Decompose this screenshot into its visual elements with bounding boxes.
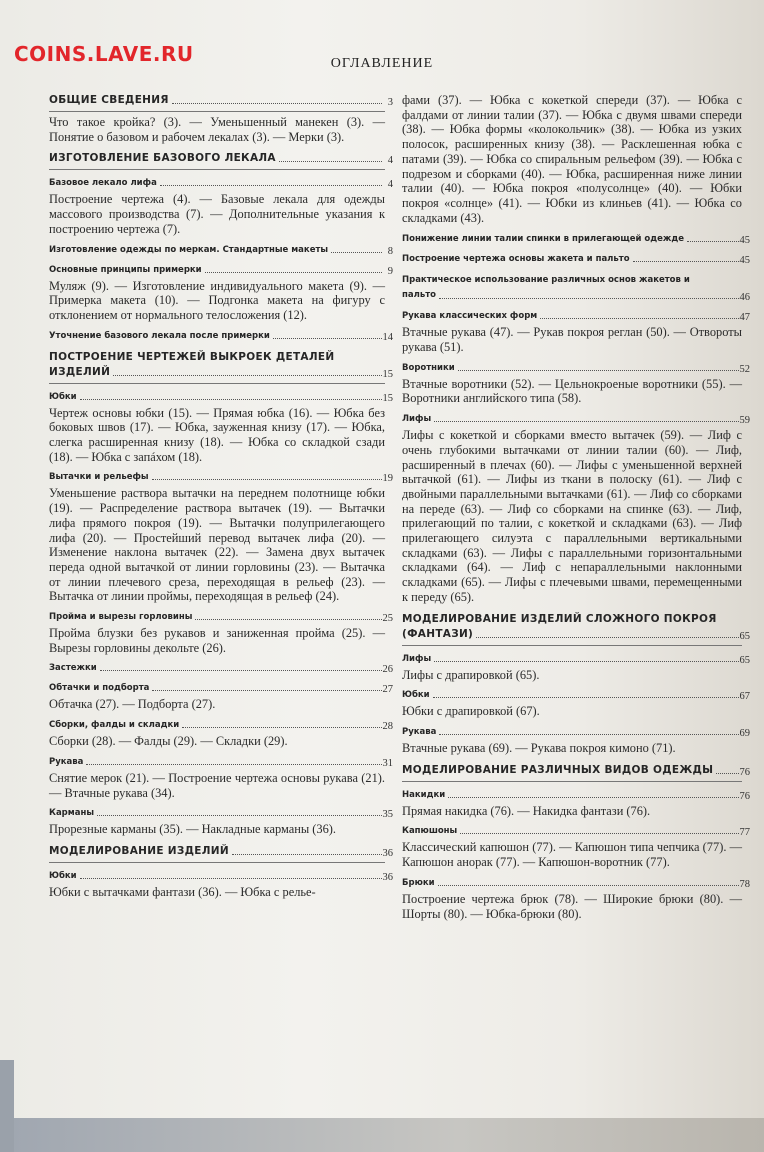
toc-page-number: 45 xyxy=(739,255,750,267)
toc-heading-label: Понижение линии талии спинки в прилегающей одежде xyxy=(402,234,684,245)
toc-heading-label: МОДЕЛИРОВАНИЕ ИЗДЕЛИЙ xyxy=(49,844,229,857)
toc-section xyxy=(49,844,393,863)
toc-right-column xyxy=(402,93,750,928)
toc-page-number: 31 xyxy=(382,757,393,769)
section-rule xyxy=(402,645,742,646)
toc-section xyxy=(49,391,393,465)
leader-dots xyxy=(439,734,739,735)
leader-dots xyxy=(438,885,739,886)
toc-entry-text: Обтачка (27). — Подборта (27). xyxy=(49,697,216,712)
toc-heading-label-2: ИЗДЕЛИЙ xyxy=(49,365,111,378)
toc-page-number: 15 xyxy=(382,368,393,380)
toc-page-number: 76 xyxy=(739,766,750,778)
toc-heading-label-2: пальто xyxy=(402,290,436,301)
section-rule xyxy=(402,781,742,782)
toc-heading-label: Юбки xyxy=(49,870,77,881)
toc-heading-label: Юбки xyxy=(402,690,430,701)
toc-heading-label: Капюшоны xyxy=(402,826,458,837)
toc-page-number: 52 xyxy=(739,363,750,375)
toc-page-number: 69 xyxy=(739,727,750,739)
toc-heading xyxy=(402,612,750,642)
leader-dots xyxy=(540,318,739,319)
toc-page-number: 36 xyxy=(382,847,393,859)
toc-entry-text: Лифы с драпировкой (65). xyxy=(402,667,540,682)
toc-heading xyxy=(402,726,750,739)
toc-section xyxy=(49,756,393,800)
toc-page-number: 14 xyxy=(382,331,393,343)
toc-heading-label: Пройма и вырезы горловины xyxy=(49,612,193,623)
toc-heading-label: Вытачки и рельефы xyxy=(49,472,149,483)
toc-section xyxy=(402,763,750,782)
leader-dots xyxy=(195,619,382,620)
toc-heading xyxy=(402,273,750,304)
toc-heading xyxy=(402,789,750,802)
toc-section xyxy=(49,870,393,900)
toc-page-number: 25 xyxy=(382,613,393,625)
leader-dots xyxy=(97,815,382,816)
toc-heading xyxy=(402,233,750,247)
toc-heading-label-2: (ФАНТАЗИ) xyxy=(402,627,474,640)
toc-section xyxy=(49,330,393,343)
toc-page-number: 28 xyxy=(382,721,393,733)
leader-dots xyxy=(100,670,382,671)
toc-entry-text: Лифы с кокеткой и сборками вместо вытачек (59). — Лиф с очень глубокими вытачками от линии талии (60). — Лиф, расширенный в плечах (60). — Лифы с уменьшенной верхней вытачкой (61). — Лифы из ткани в полоску (61). — Лиф с двойными параллельными вытачками (61). — Лиф со сборками на переде (63). — Лиф со сборками на спинке (63). — Лиф, прилегающий по талии, с кокеткой и складками (63). — Лиф прилегающего силуэта с параллельными вертикальными складками (63). — Лифы с параллельными горизонтальными складками (64). — Лиф с непараллельными наклонными складками (65). — Лифы с плечевыми швами, перемещенными к переду (65). xyxy=(402,428,742,604)
toc-heading xyxy=(49,177,393,191)
toc-page-number: 15 xyxy=(382,392,393,404)
toc-page-number: 19 xyxy=(382,473,393,485)
toc-heading xyxy=(402,877,750,890)
leader-dots xyxy=(458,370,739,371)
toc-heading-label: Основные принципы примерки xyxy=(49,264,202,275)
toc-entry-text: Втачные рукава (47). — Рукав покроя реглан (50). — Отвороты рукава (51). xyxy=(402,325,742,355)
toc-heading xyxy=(49,807,393,821)
toc-heading-label: Юбки xyxy=(49,391,77,402)
toc-page-number: 45 xyxy=(739,235,750,247)
toc-entry-text: Муляж (9). — Изготовление индивидуального макета (9). — Примерка макета (10). — Подгонка макета на фигуру с отклонением от нормального телосложения (12). xyxy=(49,278,385,322)
toc-heading-label: Застежки xyxy=(49,663,97,674)
toc-section xyxy=(49,662,393,676)
toc-page-number: 36 xyxy=(382,871,393,883)
toc-heading xyxy=(49,611,393,625)
toc-section xyxy=(402,825,750,870)
toc-left-column xyxy=(49,93,393,907)
toc-page-number: 26 xyxy=(382,664,393,676)
toc-page-number: 65 xyxy=(739,654,750,666)
toc-heading-label: Уточнение базового лекала после примерки xyxy=(49,330,270,341)
toc-page-number: 3 xyxy=(387,97,393,108)
toc-heading-label: Рукава классических форм xyxy=(402,311,538,322)
toc-heading xyxy=(402,310,750,324)
section-rule xyxy=(49,862,385,863)
toc-entry-text: Втачные воротники (52). — Цельнокроеные воротники (55). — Воротники английского типа (58). xyxy=(402,376,742,406)
toc-heading xyxy=(49,870,393,883)
leader-dots xyxy=(433,697,739,698)
toc-page-number: 4 xyxy=(387,155,393,167)
leader-dots xyxy=(273,338,382,339)
toc-entry-text: Юбки с драпировкой (67). xyxy=(402,704,540,719)
toc-entry-text: Что такое кройка? (3). — Уменьшенный манекен (3). — Понятие о базовом и рабочем лекалах (3). — Мерки (3). xyxy=(49,115,385,144)
toc-entry-text: Классический капюшон (77). — Капюшон типа чепчика (77). — Капюшон анорак (77). — Капюшон-воротник (77). xyxy=(402,840,742,870)
toc-heading-label: Рукава xyxy=(402,726,437,737)
toc-section xyxy=(49,151,393,170)
toc-section xyxy=(402,310,750,355)
toc-page-number: 35 xyxy=(382,809,393,821)
toc-heading xyxy=(49,330,393,343)
toc-entry-text: Пройма блузки без рукавов и заниженная пройма (25). — Вырезы горловины декольте (26). xyxy=(49,626,385,655)
leader-dots xyxy=(434,661,739,662)
toc-entry-text: Юбки с вытачками фантази (36). — Юбка с релье- xyxy=(49,884,316,899)
toc-heading-label: ОБЩИЕ СВЕДЕНИЯ xyxy=(49,94,169,106)
toc-heading xyxy=(49,93,393,108)
toc-page-number: 27 xyxy=(382,684,393,696)
toc-heading xyxy=(402,763,750,778)
toc-section xyxy=(402,612,750,646)
toc-heading-tail xyxy=(402,627,742,642)
toc-heading xyxy=(402,825,750,839)
toc-heading xyxy=(49,682,393,696)
toc-heading xyxy=(49,719,393,733)
toc-page-number: 4 xyxy=(387,179,393,191)
leader-dots xyxy=(113,375,382,376)
toc-page-number: 59 xyxy=(739,415,750,427)
toc-section xyxy=(402,726,750,756)
toc-heading xyxy=(402,413,750,427)
toc-section xyxy=(49,471,393,604)
toc-heading xyxy=(49,844,393,859)
toc-page-number: 67 xyxy=(739,691,750,703)
toc-section xyxy=(402,413,750,604)
toc-section xyxy=(402,362,750,406)
toc-entry-text: Снятие мерок (21). — Построение чертежа основы рукава (21). — Втачные рукава (34). xyxy=(49,770,385,800)
toc-section xyxy=(49,807,393,837)
leader-dots xyxy=(205,272,382,273)
toc-heading xyxy=(402,653,750,666)
leader-dots xyxy=(160,185,382,186)
toc-entry-text: Втачные рукава (69). — Рукава покроя кимоно (71). xyxy=(402,740,676,755)
toc-page-number: 77 xyxy=(739,827,750,839)
toc-heading xyxy=(49,756,393,769)
toc-section xyxy=(49,611,393,655)
toc-heading-label: Изготовление одежды по меркам. Стандартные макеты xyxy=(49,244,329,255)
section-rule xyxy=(49,169,385,170)
toc-heading-label: Базовое лекало лифа xyxy=(49,178,157,189)
page-title: ОГЛАВЛЕНИЕ xyxy=(330,56,434,71)
leader-dots xyxy=(182,727,382,728)
leader-dots xyxy=(439,298,739,299)
toc-section xyxy=(402,273,750,304)
leader-dots xyxy=(460,833,739,834)
toc-heading-label: Карманы xyxy=(49,808,95,819)
leader-dots xyxy=(86,764,382,765)
toc-heading-label: Построение чертежа основы жакета и пальто xyxy=(402,254,630,265)
toc-heading xyxy=(49,264,393,277)
leader-dots xyxy=(448,797,739,798)
toc-entry-text: Прямая накидка (76). — Накидка фантази (76). xyxy=(402,803,651,818)
toc-heading-label: МОДЕЛИРОВАНИЕ ИЗДЕЛИЙ СЛОЖНОГО ПОКРОЯ xyxy=(402,612,717,625)
toc-page-number: 65 xyxy=(739,630,750,642)
section-rule xyxy=(49,383,385,384)
toc-heading xyxy=(49,471,393,485)
toc-page-number: 46 xyxy=(739,292,750,304)
toc-page-number: 8 xyxy=(387,245,393,257)
toc-entry-text: Сборки (28). — Фалды (29). — Складки (29). xyxy=(49,734,288,749)
toc-section xyxy=(402,233,750,247)
scan-edge-bottom xyxy=(0,1118,764,1152)
toc-section xyxy=(402,877,750,921)
toc-heading-label: Брюки xyxy=(402,877,435,888)
toc-heading-tail xyxy=(49,365,385,380)
toc-heading xyxy=(402,689,750,703)
toc-entry-text: Построение чертежа (4). — Базовые лекала для одежды массового производства (7). — Дополнительные указания к построению чертежа (7). xyxy=(49,192,385,236)
watermark: COINS.LAVE.RU xyxy=(14,42,194,66)
toc-section xyxy=(402,653,750,683)
leader-dots xyxy=(434,421,739,422)
section-rule xyxy=(49,111,385,112)
toc-heading xyxy=(49,662,393,676)
toc-page-number: 47 xyxy=(739,312,750,324)
leader-dots xyxy=(172,103,382,104)
toc-section xyxy=(49,719,393,749)
toc-entry-text: Чертеж основы юбки (15). — Прямая юбка (16). — Юбка без боковых швов (17). — Юбка, зауженная книзу (17). — Юбка, слегка расширенная книзу (18). — Юбка со складкой сзади (18). — Юбка с запáхом (18). xyxy=(49,405,385,464)
leader-dots xyxy=(152,690,382,691)
toc-heading-label: Накидки xyxy=(402,789,446,800)
leader-dots xyxy=(232,854,382,855)
toc-heading xyxy=(49,151,393,167)
toc-page-number: 78 xyxy=(739,878,750,890)
toc-section xyxy=(49,177,393,236)
toc-entry-text: Прорезные карманы (35). — Накладные карманы (36). xyxy=(49,822,337,837)
toc-entry-text-continued: фами (37). — Юбка с кокеткой спереди (37). — Юбка с фалдами от линии талии (37). — Юбка с двумя швами спереди (38). — Юбка формы «колокольчик» (38). — Юбка из узких полосок, расширенных книзу (38). — Расклешенная юбка с патами (39). — Юбка со спиральным рельефом (39). — Юбка с подрезом и сборками (40). — Юбка, расширенная ниже линии талии (40). — Юбка покроя «полусолнце» (40). — Юбки покроя «солнце» (41). — Юбки из клиньев (41). — Юбка со складками (43). xyxy=(402,93,742,225)
toc-heading-tail xyxy=(402,288,742,303)
toc-heading-label: ИЗГОТОВЛЕНИЕ БАЗОВОГО ЛЕКАЛА xyxy=(49,152,276,165)
toc-heading-label: ПОСТРОЕНИЕ ЧЕРТЕЖЕЙ ВЫКРОЕК ДЕТАЛЕЙ xyxy=(49,350,335,363)
toc-heading-label: Практическое использование различных основ жакетов и xyxy=(402,275,690,286)
leader-dots xyxy=(633,261,739,262)
toc-entry-text: Уменьшение раствора вытачки на переднем полотнище юбки (19). — Распределение раствора вытачек (19). — Вытачки лифа прямого покроя (19). — Вытачки полуприлегающего лифа (20). — Простейший перевод вытачек лифа (20). — Изменение наклона вытачек (22). — Замена двух вытачек переда одной вытачкой от линии горловины (23). — Вытачка от линии плечевого среза, переходящая в рельеф (23). — Вытачка от линии проймы, переходящая в рельеф (24). xyxy=(49,486,385,604)
leader-dots xyxy=(152,479,382,480)
toc-heading xyxy=(402,362,750,375)
leader-dots xyxy=(80,399,382,400)
toc-entry-text: Построение чертежа брюк (78). — Широкие брюки (80). — Шорты (80). — Юбка-брюки (80). xyxy=(402,891,742,921)
toc-section xyxy=(402,253,750,267)
toc-section xyxy=(402,689,750,719)
toc-heading-label: Воротники xyxy=(402,362,455,373)
toc-heading-label: МОДЕЛИРОВАНИЕ РАЗЛИЧНЫХ ВИДОВ ОДЕЖДЫ xyxy=(402,763,714,776)
toc-heading xyxy=(402,253,750,267)
toc-heading xyxy=(49,350,393,380)
toc-heading xyxy=(49,391,393,404)
leader-dots xyxy=(279,161,382,162)
scan-edge-left xyxy=(0,1060,14,1152)
toc-page-number: 76 xyxy=(739,790,750,802)
leader-dots xyxy=(80,878,382,879)
toc-heading-label: Рукава xyxy=(49,756,84,767)
toc-section xyxy=(49,93,393,144)
toc-section xyxy=(402,789,750,819)
toc-section xyxy=(49,682,393,712)
toc-heading xyxy=(49,244,393,257)
toc-section xyxy=(49,264,393,323)
toc-heading-label: Лифы xyxy=(402,653,432,664)
toc-heading-label: Обтачки и подборта xyxy=(49,683,150,694)
toc-section xyxy=(49,350,393,384)
leader-dots xyxy=(476,637,739,638)
toc-section xyxy=(49,244,393,257)
toc-page-number: 9 xyxy=(387,265,393,277)
toc-heading-label: Сборки, фалды и складки xyxy=(49,720,180,731)
toc-heading-label: Лифы xyxy=(402,414,432,425)
